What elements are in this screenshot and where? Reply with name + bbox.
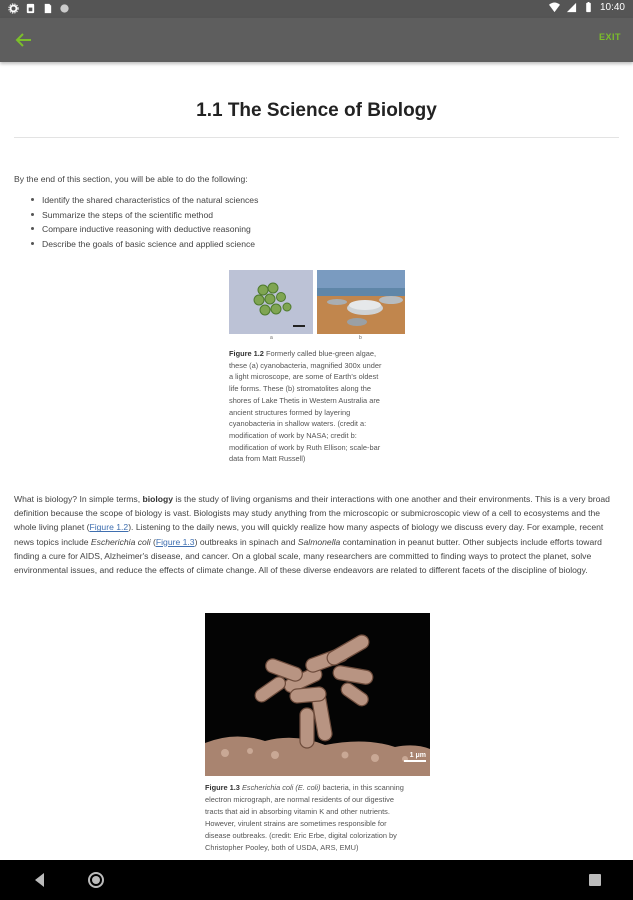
figure-1-2-label-b: b (359, 335, 362, 341)
battery-icon (583, 2, 594, 13)
paragraph-text: is the study of living organisms and their interactions with one another and their environments. This is a very broad definition because the scope of biology is vast. Biologists may study anything from the microscopic or submicroscopic view of a cell to ecosystems and the whole living planet ( (14, 494, 610, 533)
scale-bar-label: 1 μm (409, 752, 426, 759)
species-name: Salmonella (297, 536, 341, 547)
paragraph-text: ). Listening to the daily news, you will quickly realize how many aspects of biology we discuss every day. For example, recent news topics include (14, 522, 604, 547)
cyanobacteria-image[interactable] (229, 270, 313, 334)
caption-line: modification of work by Ruth Ellison; scale-bar (229, 442, 381, 452)
caption-line: a light microscope, are some of Earth's oldest (229, 372, 379, 382)
species-name: Escherichia coli (E. coli) (239, 783, 321, 792)
caption-line: these (a) cyanobacteria, magnified 300x under (229, 360, 382, 370)
figure-1-2-caption (229, 348, 407, 465)
scale-bar (404, 760, 426, 762)
caption-line: modification of work by NASA; credit b: (229, 430, 357, 440)
status-bar (0, 0, 633, 18)
caption-line: Christopher Pooley, both of USDA, ARS, EMU) (205, 842, 359, 852)
paragraph-text: ) outbreaks in spinach and (194, 536, 298, 547)
page-title: 1.1 The Science of Biology (196, 100, 437, 121)
sim-card-icon (25, 3, 36, 14)
objectives-list (42, 194, 258, 252)
wifi-icon (549, 2, 560, 13)
signal-icon (566, 2, 577, 13)
figure-1-3-caption (205, 782, 430, 853)
glossary-term-biology[interactable]: biology (142, 494, 174, 504)
objectives-intro: By the end of this section, you will be able to do the following: (14, 174, 248, 184)
figure-1-3-caption-label: Figure 1.3 (205, 783, 240, 792)
title-divider (14, 137, 619, 138)
caption-line: ancient structures formed by layering (229, 407, 351, 417)
figure-1-2-link[interactable]: Figure 1.2 (89, 522, 129, 533)
caption-line: shores of Lake Thetis in Western Australia are (229, 395, 380, 405)
ecoli-micrograph-image[interactable] (205, 613, 430, 776)
nav-home-icon[interactable] (86, 870, 106, 890)
app-bar (0, 18, 633, 62)
settings-gear-icon (8, 3, 19, 14)
reader-content[interactable] (0, 62, 633, 860)
paragraph-text: contamination in peanut butter. Other subjects include efforts toward finding a cure for AIDS, Alzheimer's disease, and cancer. On a global scale, many researchers are committed to finding ways to protect the planet, solve environmental issues, and reduce the effects of climate change. All of these diverse endeavors are related to different facets of the discipline of biology. (14, 536, 602, 576)
stromatolites-image[interactable] (317, 270, 405, 334)
caption-line: bacteria, in this scanning (320, 783, 404, 792)
exit-button[interactable]: EXIT (598, 32, 621, 42)
caption-line: Formerly called blue-green algae, (263, 349, 377, 358)
nav-recents-icon[interactable] (585, 870, 605, 890)
objective-item: Describe the goals of basic science and applied science (42, 238, 258, 253)
caption-line: life forms. These (b) stromatolites along the (229, 384, 371, 394)
storage-icon (42, 3, 53, 14)
caption-line: data from Matt Russell) (229, 454, 306, 464)
caption-line: tracts that aid in absorbing vitamin K and other nutrients. (205, 806, 390, 816)
notification-dot-icon (59, 3, 70, 14)
species-name: Escherichia coli (90, 536, 151, 547)
objective-item: Compare inductive reasoning with deductive reasoning (42, 223, 258, 238)
figure-1-2-label-a: a (270, 335, 273, 341)
caption-line: electron micrograph, are normal residents of our digestive (205, 794, 394, 804)
paragraph-text: ( (150, 536, 156, 547)
status-time: 10:40 (599, 2, 625, 13)
system-nav-bar (0, 860, 633, 900)
figure-1-3-link[interactable]: Figure 1.3 (155, 536, 195, 547)
nav-back-icon[interactable] (30, 870, 50, 890)
figure-1-2-caption-label: Figure 1.2 (229, 349, 264, 358)
body-paragraph (14, 492, 622, 577)
caption-line: cyanobacteria in shallow waters. (credit a: (229, 419, 367, 429)
objective-item: Summarize the steps of the scientific method (42, 209, 258, 224)
objective-item: Identify the shared characteristics of the natural sciences (42, 194, 258, 209)
caption-line: disease outbreaks. (credit: Eric Erbe, digital colorization by (205, 830, 397, 840)
caption-line: However, virulent strains are sometimes responsible for (205, 818, 387, 828)
paragraph-text: What is biology? In simple terms, (14, 494, 143, 504)
back-arrow-icon[interactable] (12, 28, 36, 52)
